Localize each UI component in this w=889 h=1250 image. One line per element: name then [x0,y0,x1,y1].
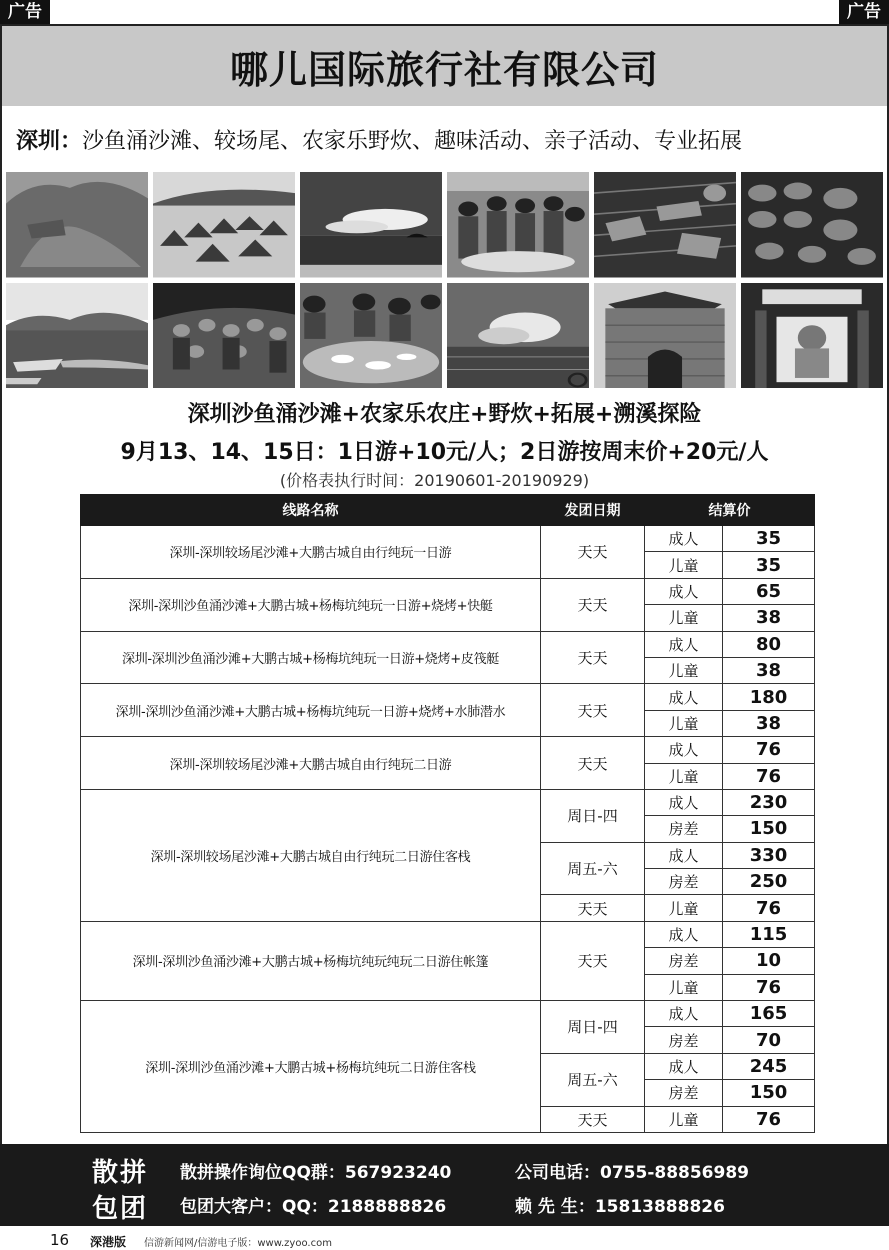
price-category: 成人 [645,737,723,763]
edition-label: 深港版 [90,1235,127,1249]
departure-date: 天天 [541,921,645,1000]
route-name: 深圳-深圳较场尾沙滩+大鹏古城自由行纯玩二日游 [81,737,541,790]
ancient-city-gate-photo [594,283,736,389]
header-date: 发团日期 [541,495,645,526]
departure-date: 周五-六 [541,1053,645,1106]
price-value: 245 [723,1053,815,1079]
price-category: 成人 [645,789,723,815]
price-value: 165 [723,1001,815,1027]
price-category: 成人 [645,578,723,604]
speedboat-photo [6,283,148,389]
ancestral-hall-photo [741,283,883,389]
price-category: 房差 [645,816,723,842]
table-row [81,631,815,657]
price-value: 65 [723,578,815,604]
price-value: 230 [723,789,815,815]
route-name: 深圳-深圳沙鱼涌沙滩+大鹏古城+杨梅坑纯玩纯玩二日游住帐篷 [81,921,541,1000]
price-category: 房差 [645,869,723,895]
route-name: 深圳-深圳沙鱼涌沙滩+大鹏古城+杨梅坑纯玩一日游+烧烤+水肺潜水 [81,684,541,737]
price-value: 38 [723,605,815,631]
price-category: 成人 [645,921,723,947]
bbq-food-photo [594,172,736,278]
price-value: 76 [723,763,815,789]
departure-date: 天天 [541,737,645,790]
price-category: 成人 [645,526,723,552]
departure-date: 天天 [541,895,645,921]
page-number: 16 [50,1231,70,1249]
price-validity-note: (价格表执行时间：20190601-20190929) [279,471,590,490]
departure-date: 天天 [541,1106,645,1132]
price-category: 儿童 [645,895,723,921]
grill-skewers-photo [741,172,883,278]
departure-date: 周五-六 [541,842,645,895]
price-value: 35 [723,552,815,578]
price-value: 115 [723,921,815,947]
price-category: 儿童 [645,974,723,1000]
table-row [81,526,815,552]
table-row [81,1001,815,1027]
city-label: 深圳： [16,129,83,154]
price-value: 330 [723,842,815,868]
route-name: 深圳-深圳沙鱼涌沙滩+大鹏古城+杨梅坑纯玩一日游+烧烤+皮筏艇 [81,631,541,684]
company-banner [2,24,887,106]
contact-person: 赖 先 生：15813888826 [515,1197,725,1217]
price-value: 76 [723,974,815,1000]
price-category: 成人 [645,1001,723,1027]
price-value: 150 [723,1080,815,1106]
price-table-header [81,495,815,526]
price-category: 成人 [645,1053,723,1079]
price-category: 儿童 [645,657,723,683]
price-value: 250 [723,869,815,895]
route-name: 深圳-深圳沙鱼涌沙滩+大鹏古城+杨梅坑纯玩一日游+烧烤+快艇 [81,578,541,631]
departure-date: 周日-四 [541,789,645,842]
price-category: 房差 [645,1027,723,1053]
departure-date: 周日-四 [541,1001,645,1054]
page-footer [0,1229,889,1250]
price-category: 儿童 [645,710,723,736]
price-category: 儿童 [645,552,723,578]
company-name: 哪儿国际旅行社有限公司 [229,48,659,92]
price-value: 80 [723,631,815,657]
header-price: 结算价 [645,495,815,526]
price-value: 38 [723,710,815,736]
team-outdoor-photo [153,283,295,389]
price-category: 房差 [645,948,723,974]
table-row [81,684,815,710]
group-tour-label: 包团 [92,1194,149,1224]
price-value: 76 [723,1106,815,1132]
table-row [81,921,815,947]
price-value: 76 [723,895,815,921]
price-category: 成人 [645,842,723,868]
departure-date: 天天 [541,631,645,684]
price-value: 70 [723,1027,815,1053]
table-row [81,737,815,763]
photo-grid [6,172,883,388]
company-phone: 公司电话：0755-88856989 [515,1163,749,1183]
price-category: 儿童 [645,1106,723,1132]
scatter-label: 散拼 [92,1158,149,1188]
attraction-list [16,124,742,155]
group-toast-photo [447,172,589,278]
price-category: 成人 [645,684,723,710]
price-value: 180 [723,684,815,710]
price-category: 成人 [645,631,723,657]
ad-tag-right: 广告 [839,0,889,24]
price-category: 儿童 [645,605,723,631]
qq-group-info: 散拼操作询位QQ群：567923240 [180,1163,452,1183]
route-name: 深圳-深圳较场尾沙滩+大鹏古城自由行纯玩一日游 [81,526,541,579]
table-row [81,789,815,815]
price-category: 房差 [645,1080,723,1106]
price-value: 10 [723,948,815,974]
price-value: 38 [723,657,815,683]
sea-clouds-photo [447,283,589,389]
vip-qq-info: 包团大客户：QQ：2188888826 [180,1197,447,1217]
promo-price-line: 9月13、14、15日：1日游+10元/人；2日游按周末价+20元/人 [120,440,769,465]
beach-tents-photo [153,172,295,278]
website-link[interactable]: 信游新闻网/信游电子版：www.zyoo.com [144,1238,332,1249]
price-value: 150 [723,816,815,842]
route-name: 深圳-深圳较场尾沙滩+大鹏古城自由行纯玩二日游住客栈 [81,789,541,921]
rock-carving-photo [6,172,148,278]
route-name: 深圳-深圳沙鱼涌沙滩+大鹏古城+杨梅坑纯玩二日游住客栈 [81,1001,541,1133]
header-route: 线路名称 [81,495,541,526]
departure-date: 天天 [541,684,645,737]
contact-footer [0,1144,889,1226]
departure-date: 天天 [541,578,645,631]
price-value: 76 [723,737,815,763]
price-category: 儿童 [645,763,723,789]
ad-tag-left: 广告 [0,0,50,24]
price-table [80,494,815,1133]
sea-island-photo [300,172,442,278]
price-value: 35 [723,526,815,552]
table-row [81,578,815,604]
price-table-body [81,526,815,1133]
attractions-text: 沙鱼涌沙滩、较场尾、农家乐野炊、趣味活动、亲子活动、专业拓展 [82,129,743,154]
farm-meal-photo [300,283,442,389]
departure-date: 天天 [541,526,645,579]
promo-headline: 深圳沙鱼涌沙滩+农家乐农庄+野炊+拓展+溯溪探险 [187,402,702,427]
